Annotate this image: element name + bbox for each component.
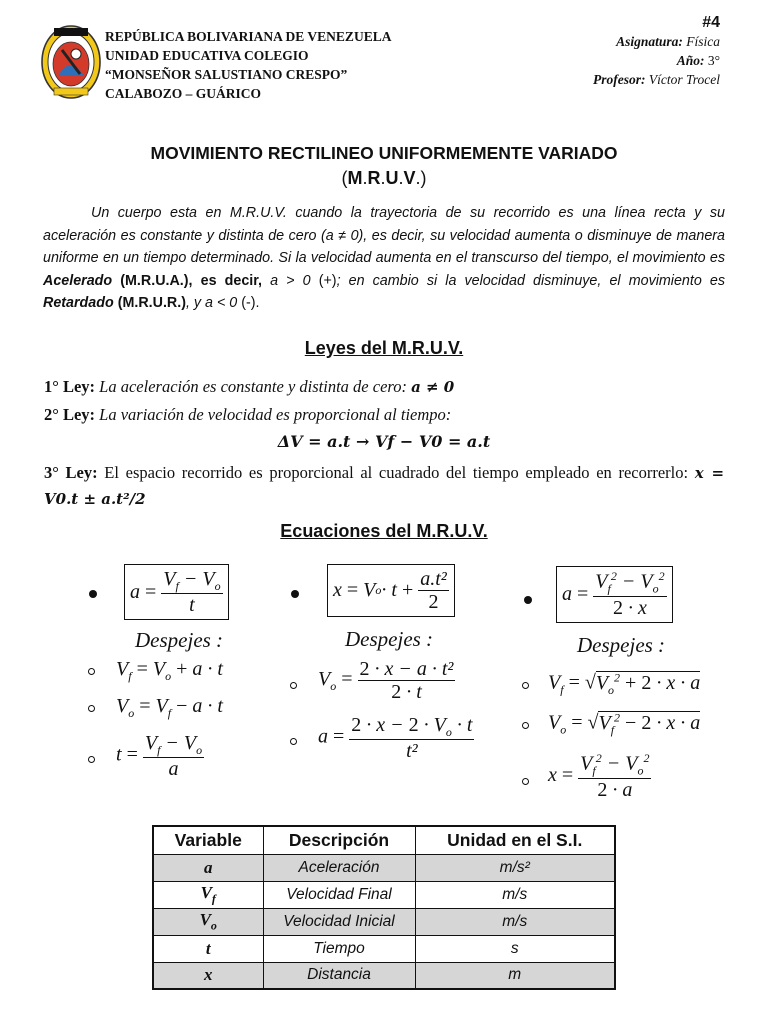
law-label: 3° Ley: <box>44 463 98 482</box>
table-header-row <box>153 826 615 854</box>
table-cell-variable: $V_o$ <box>153 908 263 935</box>
table-row <box>153 854 615 881</box>
despejes-label: Despejes : <box>577 633 666 657</box>
ring-bullet <box>522 722 529 729</box>
subtitle-letter: R <box>367 168 381 188</box>
term-acelerado: Acelerado <box>43 272 113 289</box>
law-2 <box>44 404 724 426</box>
school-line: “MONSEÑOR SALUSTIANO CRESPO” <box>105 67 348 82</box>
teacher-line <box>593 70 720 89</box>
school-line: UNIDAD EDUCATIVA COLEGIO <box>105 48 309 63</box>
equation-acceleration-squared: a = $\frac{V_f^2 - V_o^2}{2 \cdot x}$ <box>556 566 673 623</box>
page-title: MOVIMIENTO RECTILINEO UNIFORMEMENTE VARIADO <box>150 143 618 163</box>
ring-bullet <box>522 778 529 785</box>
intro-text: , y a < 0 <box>185 295 242 312</box>
table-cell-description: Aceleración <box>263 854 415 881</box>
subject-label: Asignatura: <box>616 34 683 49</box>
subtitle-letter: U <box>385 168 399 188</box>
table-cell-variable: x <box>153 962 263 989</box>
equation-a-from-x: a = $\frac{2 \cdot x - 2 \cdot V_o \cdot t}{\text{t²}}$ <box>318 714 473 763</box>
school-line: REPÚBLICA BOLIVARIANA DE VENEZUELA <box>105 29 392 44</box>
equation-x: x = $\frac{V_f^2 - V_o^2}{2 \cdot a}$ <box>548 751 650 801</box>
table-cell-unit: m/s² <box>415 854 615 881</box>
law-label: 1° Ley: <box>44 377 96 396</box>
table-cell-unit: m <box>415 962 615 989</box>
year-label: Año: <box>676 53 705 68</box>
table-cell-variable: a <box>153 854 263 881</box>
table-row <box>153 908 615 935</box>
ring-bullet <box>88 756 95 763</box>
law-text: La aceleración es constante y distinta de cero: <box>99 377 407 396</box>
intro-text: (-). <box>241 295 260 312</box>
equation-position: x = V o · t + $\frac{\text{a.t²}}{2}$ <box>327 564 455 617</box>
ring-bullet <box>88 668 95 675</box>
ring-bullet <box>290 682 297 689</box>
term-mrur: (M.R.U.R.) <box>117 295 186 312</box>
teacher-label: Profesor: <box>593 72 646 87</box>
equation-vf: $V_f = V_o + a \cdot t$ <box>116 658 223 683</box>
school-line: CALABOZO – GUÁRICO <box>105 86 262 101</box>
teacher-value: Víctor Trocel <box>648 72 720 87</box>
law-text: La variación de velocidad es proporcional al tiempo: <box>99 405 452 424</box>
table-cell-description: Velocidad Inicial <box>263 908 415 935</box>
intro-text: ; en cambio si la velocidad disminuye, el movimiento es <box>336 272 726 289</box>
variable-subscript: o <box>210 918 217 933</box>
equation-vo-sqrt: $V_o = √V_f^2 - 2 \cdot x \cdot a$ <box>548 710 701 737</box>
guide-number: #4 <box>702 14 720 31</box>
subject-line <box>593 32 720 51</box>
bullet <box>89 590 97 598</box>
school-info <box>105 27 391 103</box>
equation-vo: $V_o = V_f - a \cdot t$ <box>116 695 223 720</box>
intro-paragraph <box>43 202 725 315</box>
law-math: x = V0.t ± a.t²/2 <box>44 464 725 508</box>
ring-bullet <box>290 738 297 745</box>
law-label: 2° Ley: <box>44 405 96 424</box>
variable-subscript: f <box>211 891 216 906</box>
law-text: El espacio recorrido es proporcional al cuadrado del tiempo empleado en recorrerlo: <box>104 463 689 482</box>
law-1 <box>44 376 724 398</box>
subtitle-paren: ( <box>341 168 348 188</box>
term-retardado: Retardado <box>43 295 114 312</box>
subtitle-letter: M <box>347 168 363 188</box>
table-header: Variable <box>153 826 263 854</box>
course-meta <box>593 14 720 89</box>
bullet <box>524 596 532 604</box>
table-cell-variable: t <box>153 935 263 962</box>
school-seal-logo <box>40 24 102 100</box>
subtitle-paren: .) <box>415 168 427 188</box>
year-value: 3° <box>707 53 720 68</box>
ring-bullet <box>522 682 529 689</box>
despejes-label: Despejes : <box>135 628 224 652</box>
table-header: Descripción <box>263 826 415 854</box>
table-header: Unidad en el S.I. <box>415 826 615 854</box>
law-3 <box>44 460 724 512</box>
subject-value: Física <box>686 34 720 49</box>
table-cell-variable: $V_f$ <box>153 881 263 908</box>
table-cell-description: Velocidad Final <box>263 881 415 908</box>
despejes-label: Despejes : <box>345 627 434 651</box>
year-line <box>593 51 720 70</box>
equation-vo-from-x: $V_o$ = $\frac{\text{2 · x − a · t²}}{2 \cdot t}$ <box>318 658 454 703</box>
law-math: a ≠ 0 <box>411 378 455 396</box>
intro-text: (+) <box>318 272 337 289</box>
equation-t: t = $\frac{V_f - V_o}{a}$ <box>116 732 203 781</box>
ring-bullet <box>88 705 95 712</box>
intro-text: a > 0 <box>262 272 319 289</box>
table-cell-description: Tiempo <box>263 935 415 962</box>
equation-vf-sqrt: $V_f = √V_o^2 + 2 \cdot x \cdot a$ <box>548 670 701 697</box>
table-cell-unit: s <box>415 935 615 962</box>
page-subtitle: (M.R.U.V.) <box>341 168 427 188</box>
table-row <box>153 881 615 908</box>
table-cell-unit: m/s <box>415 881 615 908</box>
law-2-math: ΔV = a.t → Vf − V0 = a.t <box>277 432 491 451</box>
intro-text: Un cuerpo esta en M.R.U.V. cuando la trayectoria de su recorrido es una línea recta y su aceleración es constante y distinta de cero (a ≠ 0), es decir, su velocidad aumenta o disminuye de manera uniforme en un tiempo determinado. Si la velocidad aumenta en el transcurso del tiempo, el movimiento es <box>43 205 725 267</box>
table-row <box>153 935 615 962</box>
variables-table <box>152 825 616 990</box>
laws-heading: Leyes del M.R.U.V. <box>304 338 464 358</box>
subtitle-letter: V <box>403 168 416 188</box>
term-mrua: (M.R.U.A.), es decir, <box>120 272 262 289</box>
table-cell-description: Distancia <box>263 962 415 989</box>
equations-heading: Ecuaciones del M.R.U.V. <box>280 521 488 541</box>
bullet <box>291 590 299 598</box>
table-row <box>153 962 615 989</box>
equation-acceleration: a = $\frac{V_f - V_o}{t}$ <box>124 564 229 620</box>
table-cell-unit: m/s <box>415 908 615 935</box>
